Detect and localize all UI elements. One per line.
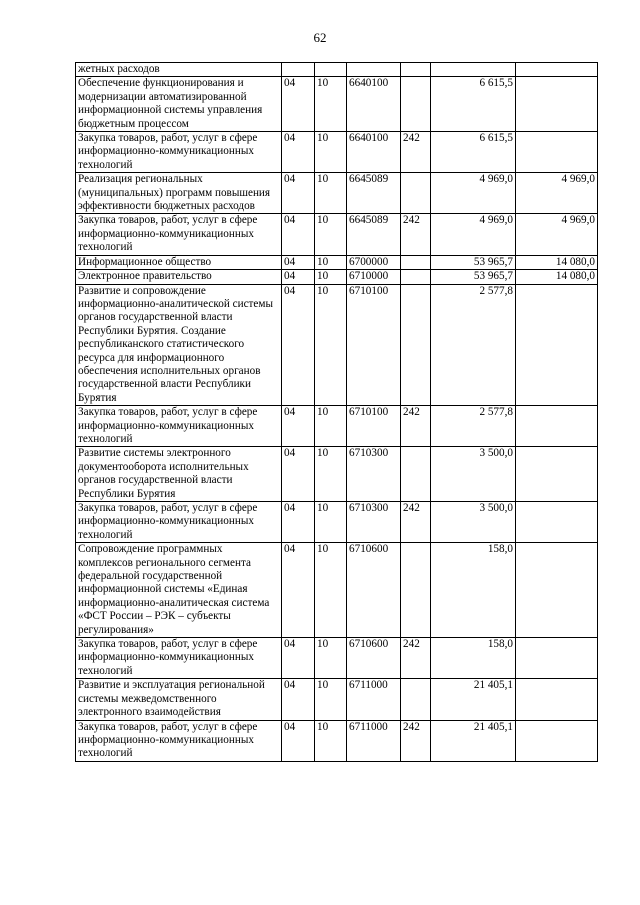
row-section: 04 (282, 214, 315, 255)
row-target-article: 6710300 (347, 447, 401, 502)
row-amount-1: 53 965,7 (431, 255, 516, 269)
row-amount-1: 4 969,0 (431, 214, 516, 255)
row-section: 04 (282, 77, 315, 132)
row-section: 04 (282, 447, 315, 502)
row-name: Закупка товаров, работ, услуг в сфере информационно-коммуникационных технологий (76, 406, 282, 447)
row-section: 04 (282, 406, 315, 447)
row-amount-2 (516, 77, 598, 132)
row-section: 04 (282, 173, 315, 214)
row-amount-2: 4 969,0 (516, 173, 598, 214)
table-row (76, 543, 598, 638)
table-row (76, 720, 598, 761)
row-name: Электронное правительство (76, 270, 282, 284)
row-subsection: 10 (315, 638, 347, 679)
row-amount-1: 6 615,5 (431, 77, 516, 132)
row-amount-1: 53 965,7 (431, 270, 516, 284)
row-expense-type: 242 (401, 720, 431, 761)
table-row (76, 132, 598, 173)
row-name: Развитие и эксплуатация региональной системы межведомственного электронного взаимодействия (76, 679, 282, 720)
row-target-article: 6711000 (347, 720, 401, 761)
table-row (76, 173, 598, 214)
row-amount-2 (516, 284, 598, 406)
row-section: 04 (282, 132, 315, 173)
row-name: жетных расходов (76, 63, 282, 77)
row-expense-type: 242 (401, 406, 431, 447)
row-amount-2 (516, 502, 598, 543)
row-expense-type (401, 447, 431, 502)
row-target-article (347, 63, 401, 77)
row-subsection: 10 (315, 132, 347, 173)
row-amount-1: 2 577,8 (431, 284, 516, 406)
row-amount-2 (516, 638, 598, 679)
row-name: Сопровождение программных комплексов регионального сегмента федеральной государственной информационной системы «Единая информационно-аналитическая система «ФСТ России – РЭК – субъекты регулирования» (76, 543, 282, 638)
row-amount-1: 4 969,0 (431, 173, 516, 214)
row-target-article: 6645089 (347, 173, 401, 214)
row-expense-type (401, 679, 431, 720)
row-name: Развитие и сопровождение информационно-аналитической системы органов государственной власти Республики Бурятия. Создание республиканского статистического ресурса для информационного обеспечения исполнительных органов государственной власти Республики Бурятия (76, 284, 282, 406)
row-expense-type (401, 543, 431, 638)
row-subsection (315, 63, 347, 77)
row-target-article: 6640100 (347, 132, 401, 173)
row-name: Закупка товаров, работ, услуг в сфере информационно-коммуникационных технологий (76, 638, 282, 679)
table-row (76, 406, 598, 447)
table-row (76, 63, 598, 77)
row-target-article: 6710100 (347, 406, 401, 447)
row-expense-type (401, 255, 431, 269)
table-row (76, 447, 598, 502)
row-section: 04 (282, 284, 315, 406)
table-row (76, 638, 598, 679)
row-amount-1: 21 405,1 (431, 720, 516, 761)
row-amount-2 (516, 406, 598, 447)
row-section: 04 (282, 255, 315, 269)
row-amount-1: 158,0 (431, 543, 516, 638)
row-amount-1: 3 500,0 (431, 502, 516, 543)
row-section: 04 (282, 720, 315, 761)
row-amount-2: 14 080,0 (516, 255, 598, 269)
row-amount-1 (431, 63, 516, 77)
row-target-article: 6711000 (347, 679, 401, 720)
row-target-article: 6710600 (347, 638, 401, 679)
row-amount-1: 21 405,1 (431, 679, 516, 720)
row-amount-1: 3 500,0 (431, 447, 516, 502)
table-row (76, 284, 598, 406)
row-amount-1: 2 577,8 (431, 406, 516, 447)
row-expense-type: 242 (401, 502, 431, 543)
row-expense-type (401, 77, 431, 132)
row-expense-type (401, 284, 431, 406)
row-name: Информационное общество (76, 255, 282, 269)
row-target-article: 6710100 (347, 284, 401, 406)
row-name: Обеспечение функционирования и модернизации автоматизированной информационной системы управления бюджетным процессом (76, 77, 282, 132)
row-subsection: 10 (315, 720, 347, 761)
row-expense-type: 242 (401, 638, 431, 679)
row-subsection: 10 (315, 447, 347, 502)
row-target-article: 6710000 (347, 270, 401, 284)
budget-table (75, 62, 598, 762)
table-row (76, 255, 598, 269)
row-expense-type (401, 270, 431, 284)
table-row (76, 270, 598, 284)
row-name: Закупка товаров, работ, услуг в сфере информационно-коммуникационных технологий (76, 720, 282, 761)
row-name: Закупка товаров, работ, услуг в сфере информационно-коммуникационных технологий (76, 214, 282, 255)
row-subsection: 10 (315, 255, 347, 269)
row-amount-2 (516, 543, 598, 638)
page-number: 62 (313, 30, 327, 45)
row-subsection: 10 (315, 679, 347, 720)
row-amount-2: 4 969,0 (516, 214, 598, 255)
row-amount-2 (516, 132, 598, 173)
row-name: Реализация региональных (муниципальных) программ повышения эффективности бюджетных расходов (76, 173, 282, 214)
table-row (76, 214, 598, 255)
table-row (76, 679, 598, 720)
row-target-article: 6710300 (347, 502, 401, 543)
row-amount-2 (516, 63, 598, 77)
table-row (76, 502, 598, 543)
row-target-article: 6645089 (347, 214, 401, 255)
row-subsection: 10 (315, 77, 347, 132)
row-amount-1: 158,0 (431, 638, 516, 679)
row-amount-2 (516, 447, 598, 502)
row-target-article: 6700000 (347, 255, 401, 269)
row-expense-type: 242 (401, 214, 431, 255)
row-subsection: 10 (315, 284, 347, 406)
row-section: 04 (282, 679, 315, 720)
row-name: Развитие системы электронного документооборота исполнительных органов государственной власти Республики Бурятия (76, 447, 282, 502)
row-subsection: 10 (315, 502, 347, 543)
row-amount-2 (516, 679, 598, 720)
row-name: Закупка товаров, работ, услуг в сфере информационно-коммуникационных технологий (76, 132, 282, 173)
row-section (282, 63, 315, 77)
row-target-article: 6710600 (347, 543, 401, 638)
row-amount-2: 14 080,0 (516, 270, 598, 284)
row-amount-1: 6 615,5 (431, 132, 516, 173)
row-expense-type: 242 (401, 132, 431, 173)
row-expense-type (401, 173, 431, 214)
row-subsection: 10 (315, 214, 347, 255)
row-target-article: 6640100 (347, 77, 401, 132)
budget-table-body (76, 63, 598, 762)
row-subsection: 10 (315, 406, 347, 447)
row-name: Закупка товаров, работ, услуг в сфере информационно-коммуникационных технологий (76, 502, 282, 543)
row-section: 04 (282, 543, 315, 638)
row-section: 04 (282, 270, 315, 284)
row-amount-2 (516, 720, 598, 761)
row-section: 04 (282, 502, 315, 543)
row-expense-type (401, 63, 431, 77)
row-subsection: 10 (315, 543, 347, 638)
row-subsection: 10 (315, 270, 347, 284)
row-section: 04 (282, 638, 315, 679)
table-row (76, 77, 598, 132)
row-subsection: 10 (315, 173, 347, 214)
